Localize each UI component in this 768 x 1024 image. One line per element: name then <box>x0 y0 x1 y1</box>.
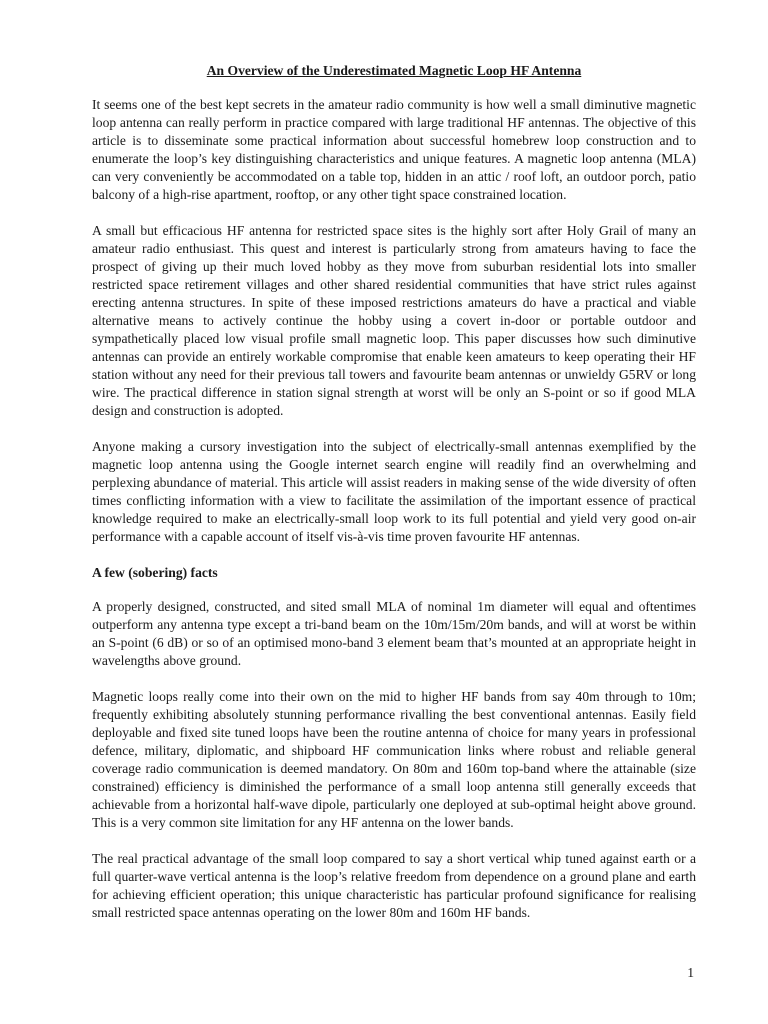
intro-paragraph-1: It seems one of the best kept secrets in the amateur radio community is how well a small diminutive magnetic loop antenna can really perform in practice compared with large traditional HF antennas. The objective of this article is to disseminate some practical information about successful homebrew loop construction and to enumerate the loop’s key distinguishing characteristics and unique features. A magnetic loop antenna (MLA) can very conveniently be accommodated on a table top, hidden in an attic / roof loft, an outdoor porch, patio balcony of a high-rise apartment, rooftop, or any other tight space constrained location. <box>92 97 696 202</box>
facts-paragraph-1: A properly designed, constructed, and sited small MLA of nominal 1m diameter will equal and oftentimes outperform any antenna type except a tri-band beam on the 10m/15m/20m bands, and will at worst be within an S-point (6 dB) or so of an optimised mono-band 3 element beam that’s mounted at an appropriate height in wavelengths above ground. <box>92 599 696 668</box>
facts-paragraph-2: Magnetic loops really come into their own on the mid to higher HF bands from say 40m through to 10m; frequently exhibiting absolutely stunning performance rivalling the best conventional antennas. Easily field deployable and fixed site tuned loops have been the routine antenna of choice for many years in professional defence, military, diplomatic, and shipboard HF communication links where robust and reliable general coverage radio communication is deemed mandatory. On 80m and 160m top-band where the attainable (size constrained) efficiency is diminished the performance of a small loop antenna still generally exceeds that achievable from a horizontal half-wave dipole, particularly one deployed at sub-optimal height above ground. This is a very common site limitation for any HF antenna on the lower bands. <box>92 689 696 830</box>
intro-paragraph-2: A small but efficacious HF antenna for restricted space sites is the highly sort after Holy Grail of many an amateur radio enthusiast. This quest and interest is particularly strong from amateurs having to face the prospect of giving up their much loved hobby as they move from suburban residential lots into smaller restricted space retirement villages and other shared residential communities that have strict rules against erecting antenna structures. In spite of these imposed restrictions amateurs do have a practical and viable alternative means to actively continue the hobby using a covert in-door or portable outdoor and sympathetically placed low visual profile small magnetic loop. This paper discusses how such diminutive antennas can provide an entirely workable compromise that enable keen amateurs to keep operating their HF station without any need for their previous tall towers and favourite beam antennas or unwieldy G5RV or long wire. The practical difference in station signal strength at worst will be only an S-point or so if good MLA design and construction is adopted. <box>92 223 696 418</box>
section-heading: A few (sobering) facts <box>92 565 218 580</box>
intro-paragraph-3: Anyone making a cursory investigation into the subject of electrically-small antennas exemplified by the magnetic loop antenna using the Google internet search engine will readily find an overwhelming and perplexing abundance of material. This article will assist readers in making sense of the wide diversity of often times conflicting information with a view to facilitate the assimilation of the important essence of practical knowledge required to make an electrically-small loop work to its full potential and yield very good on-air performance with a capable account of itself vis-à-vis time proven favourite HF antennas. <box>92 439 696 544</box>
facts-paragraph-3: The real practical advantage of the small loop compared to say a short vertical whip tuned against earth or a full quarter-wave vertical antenna is the loop’s relative freedom from dependence on a ground plane and earth for achieving efficient operation; this unique characteristic has particular profound significance for realising small restricted space antennas operating on the lower 80m and 160m HF bands. <box>92 851 696 920</box>
page-number: 1 <box>687 965 694 980</box>
page-title: An Overview of the Underestimated Magnetic Loop HF Antenna <box>206 63 582 78</box>
document-page <box>92 62 696 940</box>
